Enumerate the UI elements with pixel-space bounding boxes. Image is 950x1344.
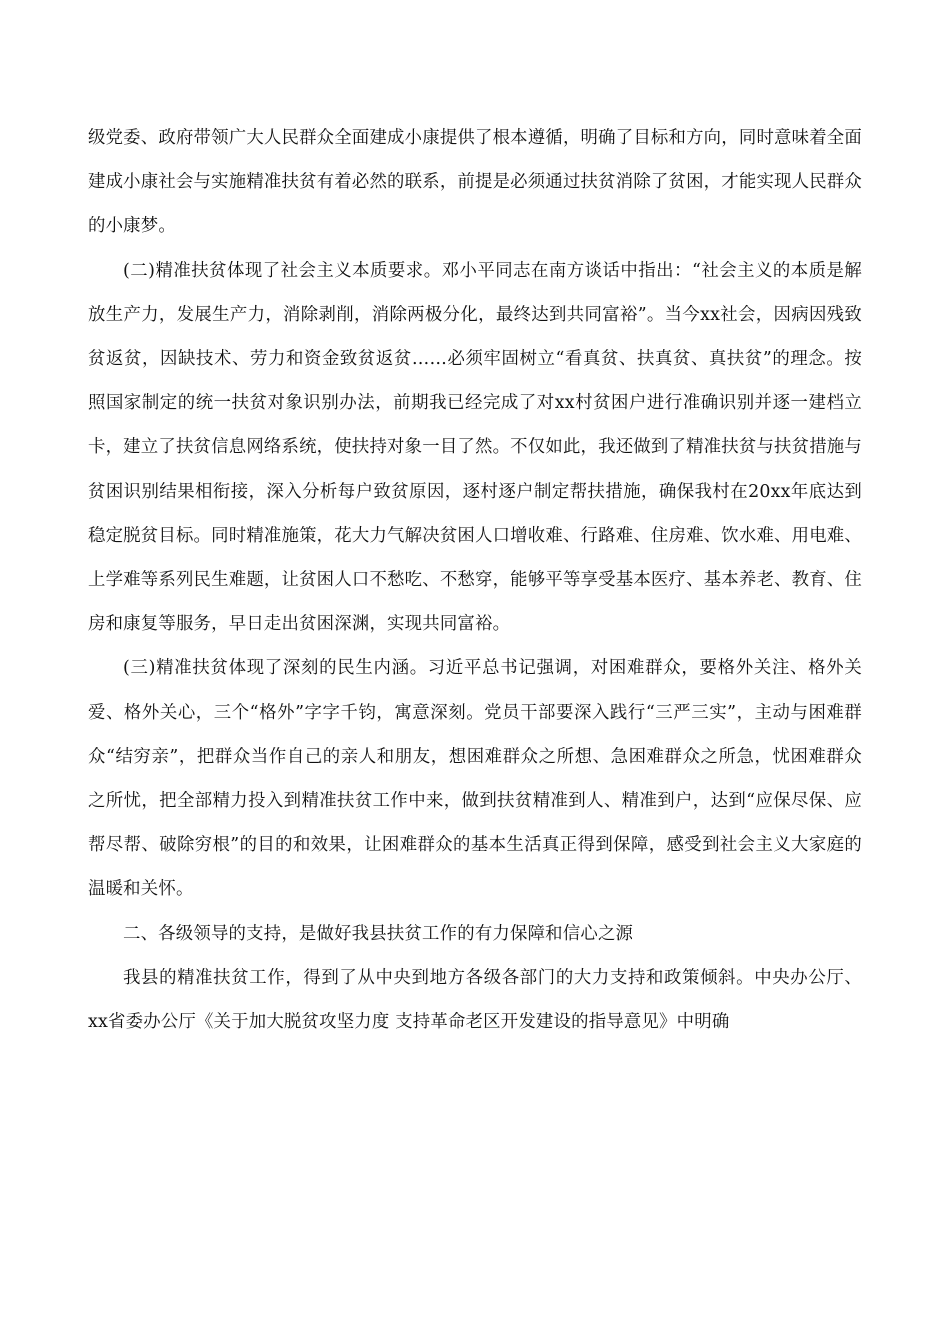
paragraph-continuation: 级党委、政府带领广大人民群众全面建成小康提供了根本遵循，明确了目标和方向，同时意味着全面建成小康社会与实施精准扶贫有着必然的联系，前提是必须通过扶贫消除了贫困，才能实现人民群众的小康梦。 [88,128,862,237]
paragraph-support: 我县的精准扶贫工作，得到了从中央到地方各级各部门的大力支持和政策倾斜。中央办公厅、xx省委办公厅《关于加大脱贫攻坚力度 支持革命老区开发建设的指导意见》中明确 [88,967,862,1033]
section-heading-2: 二、各级领导的支持，是做好我县扶贫工作的有力保障和信心之源 [123,923,634,944]
paragraph-section-3: (三)精准扶贫体现了深刻的民生内涵。习近平总书记强调，对困难群众，要格外关注、格外关爱、格外关心，三个“格外”字字千钧，寓意深刻。党员干部要深入践行“三严三实”，主动与困难群众“结穷亲”，把群众当作自己的亲人和朋友，想困难群众之所想、急困难群众之所急，忧困难群众之所忧，把全部精力投入到精准扶贫工作中来，做到扶贫精准到人、精准到户，达到“应保尽保、应帮尽帮、破除穷根”的目的和效果，让困难群众的基本生活真正得到保障，感受到社会主义大家庭的温暖和关怀。 [88,658,862,900]
paragraph-section-2: (二)精准扶贫体现了社会主义本质要求。邓小平同志在南方谈话中指出：“社会主义的本质是解放生产力，发展生产力，消除剥削，消除两极分化，最终达到共同富裕”。当今xx社会，因病因残致贫返贫，因缺技术、劳力和资金致贫返贫……必须牢固树立“看真贫、扶真贫、真扶贫”的理念。按照国家制定的统一扶贫对象识别办法，前期我已经完成了对xx村贫困户进行准确识别并逐一建档立卡，建立了扶贫信息网络系统，使扶持对象一目了然。不仅如此，我还做到了精准扶贫与扶贫措施与贫困识别结果相衔接，深入分析每户致贫原因，逐村逐户制定帮扶措施，确保我村在20xx年底达到稳定脱贫目标。同时精准施策，花大力气解决贫困人口增收难、行路难、住房难、饮水难、用电难、上学难等系列民生难题，让贫困人口不愁吃、不愁穿，能够平等享受基本医疗、基本养老、教育、住房和康复等服务，早日走出贫困深渊，实现共同富裕。 [88,260,862,635]
document-page [88,116,862,1044]
